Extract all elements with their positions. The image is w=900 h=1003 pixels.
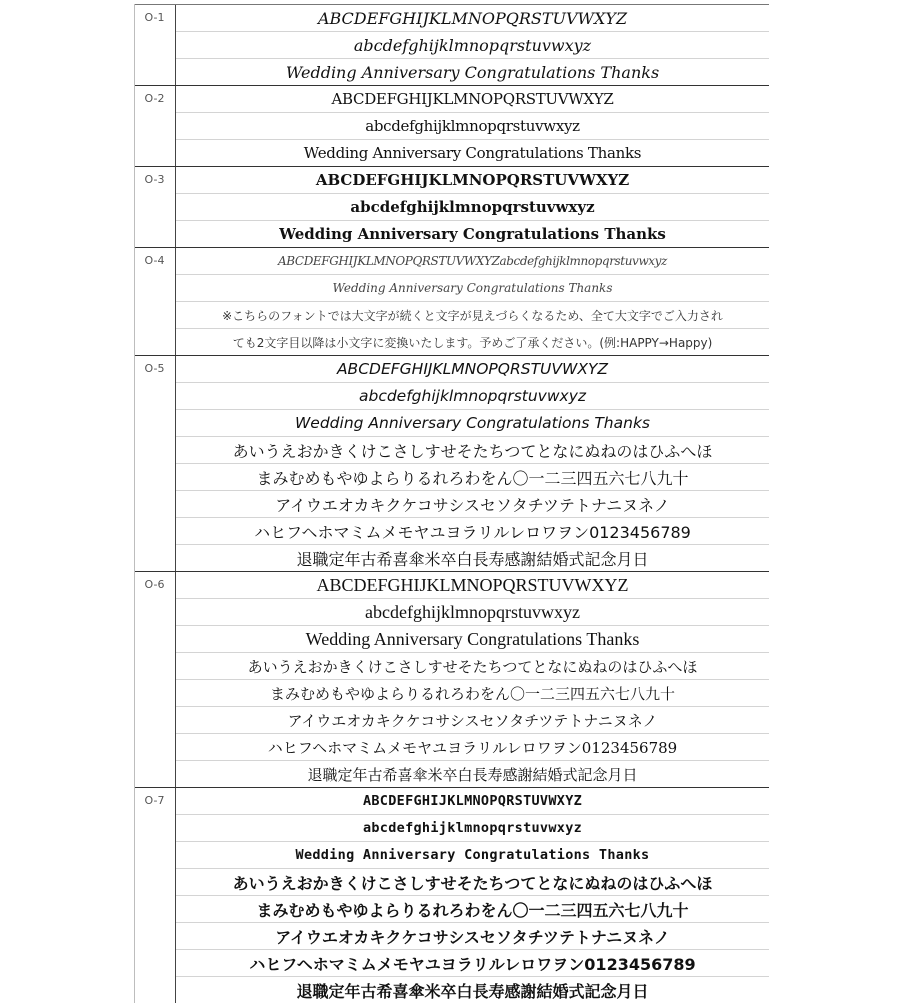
sample-rows (175, 5, 769, 85)
uppercase-sample: ABCDEFGHIJKLMNOPQRSTUVWXYZ (176, 788, 769, 815)
katakana-digit-sample: ハヒフヘホマミムメモヤユヨラリルレロワヲン0123456789 (176, 950, 769, 977)
font-code-label: O-4 (144, 253, 165, 267)
hiragana-kanji-numeral-sample: まみむめもやゆよらりるれろわをん〇一二三四五六七八九十 (176, 464, 769, 491)
alphabet-sample: ABCDEFGHIJKLMNOPQRSTUVWXYZabcdefghijklmnopqrstuvwxyz (176, 248, 769, 275)
font-code-label: O-5 (144, 361, 165, 375)
phrase-sample: Wedding Anniversary Congratulations Thanks (303, 144, 642, 162)
phrase-sample: Wedding Anniversary Congratulations Thanks (285, 62, 660, 82)
sample-rows (175, 356, 769, 571)
sample-rows (175, 572, 769, 787)
katakana-digit-sample: ハヒフヘホマミムメモヤユヨラリルレロワヲン0123456789 (176, 518, 769, 545)
font-note: ※こちらのフォントでは大文字が続くと文字が見えづらくなるため、全て大文字でご入力され (176, 302, 769, 329)
lowercase-sample: abcdefghijklmnopqrstuvwxyz (176, 815, 769, 842)
hiragana-sample: あいうえおかきくけこさしすせそたちつてとなにぬねのはひふへほ (176, 869, 769, 896)
font-code-label: O-1 (144, 10, 165, 24)
phrase-sample: Wedding Anniversary Congratulations Thanks (176, 410, 769, 437)
lowercase-sample: abcdefghijklmnopqrstuvwxyz (176, 113, 769, 140)
katakana-sample: アイウエオカキクケコサシスセソタチツテトナニヌネノ (176, 923, 769, 950)
font-section-o3 (135, 166, 769, 247)
font-section-o6 (135, 571, 769, 787)
sample-rows (175, 167, 769, 247)
katakana-sample: アイウエオカキクケコサシスセソタチツテトナニヌネノ (176, 491, 769, 518)
sample-rows (175, 248, 769, 355)
lowercase-sample: abcdefghijklmnopqrstuvwxyz (176, 599, 769, 626)
kanji-sample: 退職定年古希喜傘米卒白長寿感謝結婚式記念月日 (296, 981, 649, 1001)
uppercase-sample: ABCDEFGHIJKLMNOPQRSTUVWXYZ (176, 356, 769, 383)
katakana-sample: アイウエオカキクケコサシスセソタチツテトナニヌネノ (176, 707, 769, 734)
font-section-o2 (135, 85, 769, 166)
phrase-sample: Wedding Anniversary Congratulations Thanks (176, 842, 769, 869)
font-code-label: O-7 (144, 793, 165, 807)
hiragana-sample: あいうえおかきくけこさしすせそたちつてとなにぬねのはひふへほ (176, 653, 769, 680)
uppercase-sample: ABCDEFGHIJKLMNOPQRSTUVWXYZ (176, 167, 769, 194)
hiragana-sample: あいうえおかきくけこさしすせそたちつてとなにぬねのはひふへほ (176, 437, 769, 464)
lowercase-sample: abcdefghijklmnopqrstuvwxyz (176, 194, 769, 221)
font-note: ても2文字目以降は小文字に変換いたします。予めご了承ください。(例:HAPPY→Happy) (232, 335, 713, 350)
katakana-digit-sample: ハヒフヘホマミムメモヤユヨラリルレロワヲン0123456789 (176, 734, 769, 761)
font-section-o1 (135, 4, 769, 85)
hiragana-kanji-numeral-sample: まみむめもやゆよらりるれろわをん〇一二三四五六七八九十 (176, 680, 769, 707)
font-section-o5 (135, 355, 769, 571)
phrase-sample: Wedding Anniversary Congratulations Thanks (176, 275, 769, 302)
lowercase-sample: abcdefghijklmnopqrstuvwxyz (176, 32, 769, 59)
font-code-label: O-2 (144, 91, 165, 105)
phrase-sample: Wedding Anniversary Congratulations Thanks (279, 225, 666, 243)
font-section-o7 (135, 787, 769, 1003)
font-sample-sheet (134, 4, 769, 1003)
kanji-sample: 退職定年古希喜傘米卒白長寿感謝結婚式記念月日 (307, 765, 638, 784)
sample-rows (175, 86, 769, 166)
font-code-label: O-3 (144, 172, 165, 186)
phrase-sample: Wedding Anniversary Congratulations Thanks (176, 626, 769, 653)
uppercase-sample: ABCDEFGHIJKLMNOPQRSTUVWXYZ (176, 86, 769, 113)
uppercase-sample: ABCDEFGHIJKLMNOPQRSTUVWXYZ (176, 572, 769, 599)
uppercase-sample: ABCDEFGHIJKLMNOPQRSTUVWXYZ (176, 5, 769, 32)
font-section-o4 (135, 247, 769, 355)
font-code-label: O-6 (144, 577, 165, 591)
sample-rows (175, 788, 769, 1003)
hiragana-kanji-numeral-sample: まみむめもやゆよらりるれろわをん〇一二三四五六七八九十 (176, 896, 769, 923)
kanji-sample: 退職定年古希喜傘米卒白長寿感謝結婚式記念月日 (296, 549, 649, 569)
lowercase-sample: abcdefghijklmnopqrstuvwxyz (176, 383, 769, 410)
